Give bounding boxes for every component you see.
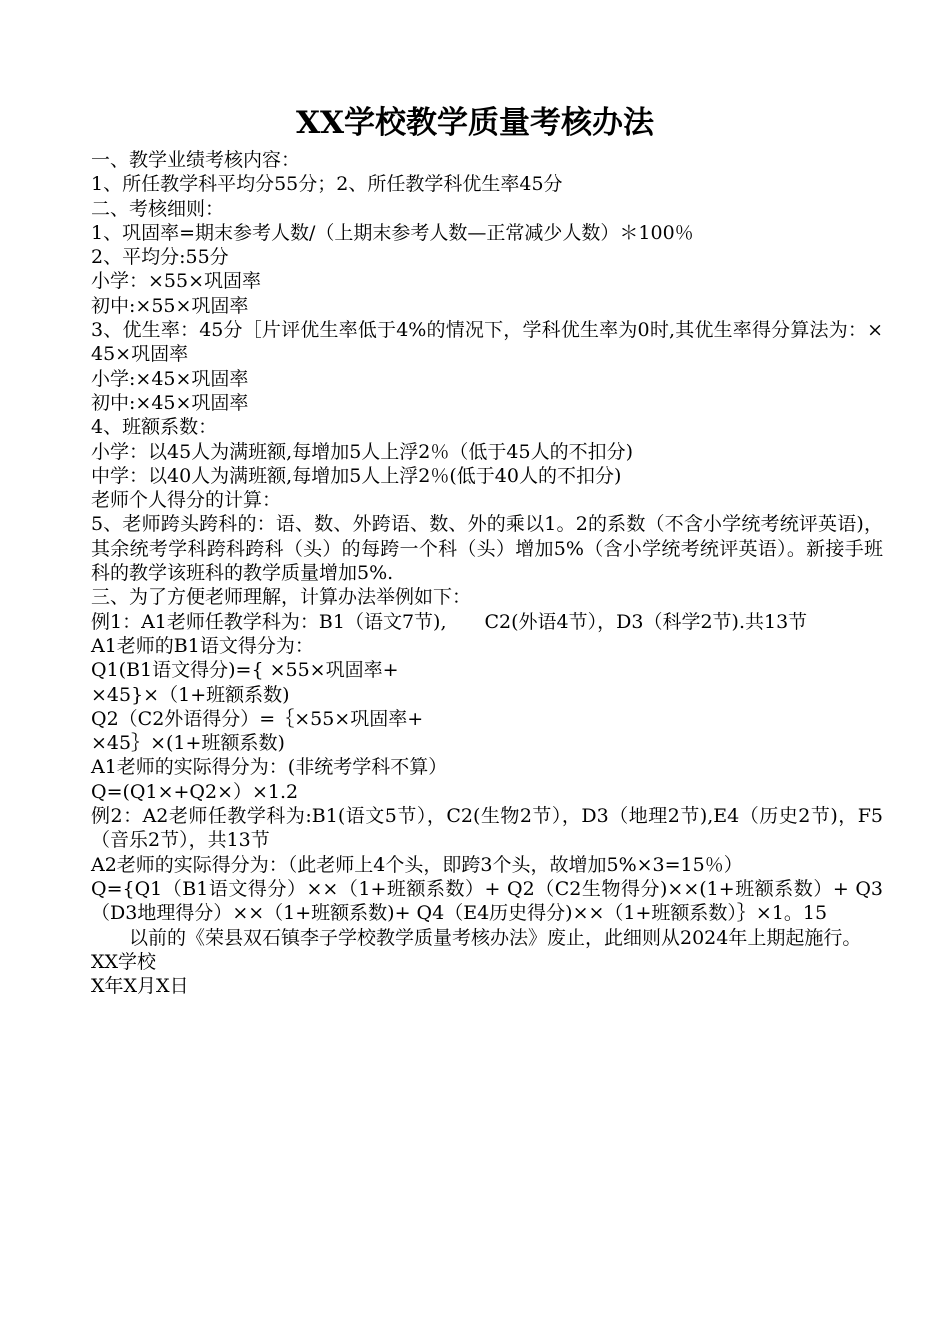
body-line: A1老师的实际得分为：(非统考学科不算） bbox=[91, 756, 448, 779]
body-line: 1、所任教学科平均分55分；2、所任教学科优生率45分 bbox=[91, 173, 563, 196]
section-heading-2: 二、考核细则： bbox=[91, 197, 225, 220]
body-line: A1老师的B1语文得分为： bbox=[91, 634, 314, 657]
section-heading-1: 一、教学业绩考核内容： bbox=[91, 149, 301, 171]
body-line: 初中:×55×巩固率 bbox=[91, 294, 249, 317]
formula-paragraph: Q={Q1（B1语文得分）××（1+班额系数）+ Q2（C2生物得分)××(1+班额系数）+ Q3（D3地理得分）××（1+班额系数)+ Q4（E4历史得分)××（1+班额系数）｝×1。15 bbox=[91, 877, 883, 925]
section-heading-3: 三、为了方便老师理解，计算办法举例如下： bbox=[91, 586, 472, 609]
signature-date: X年X月X日 bbox=[91, 975, 189, 998]
body-line: A2老师的实际得分为：（此老师上4个头，即跨3个头，故增加5%×3=15％） bbox=[91, 853, 743, 876]
body-line: 中学：以40人为满班额,每增加5人上浮2％(低于40人的不扣分) bbox=[91, 464, 622, 487]
document-body bbox=[91, 148, 883, 998]
body-line: 初中:×45×巩固率 bbox=[91, 391, 249, 414]
formula-line: ×45｝×(1+班额系数) bbox=[91, 732, 285, 755]
example-paragraph: 例2：A2老师任教学科为:B1(语文5节），C2(生物2节），D3（地理2节),E4（历史2节)，F5（音乐2节），共13节 bbox=[91, 805, 883, 852]
body-paragraph: 3、优生率：45分［片评优生率低于4%的情况下，学科优生率为0时,其优生率得分算法为：×45×巩固率 bbox=[91, 319, 883, 366]
formula-line: ×45}×（1+班额系数) bbox=[91, 683, 290, 706]
formula-line: Q=(Q1×+Q2×）×1.2 bbox=[91, 780, 299, 803]
formula-line: Q2（C2外语得分）=｛×55×巩固率+ bbox=[91, 707, 424, 730]
body-paragraph: 5、老师跨头跨科的：语、数、外跨语、数、外的乘以1。2的系数（不含小学统考统评英语)，其余统考学科跨科跨科（头）的每跨一个科（头）增加5%（含小学统考统评英语）。新接手班科的教学该班科的教学质量增加5%. bbox=[91, 513, 883, 585]
closing-paragraph: 以前的《荣县双石镇李子学校教学质量考核办法》废止，此细则从2024年上期起施行。 bbox=[129, 926, 862, 949]
body-line: 4、班额系数： bbox=[91, 416, 218, 439]
body-line: 2、平均分:55分 bbox=[91, 246, 229, 269]
body-line: 小学：×55×巩固率 bbox=[91, 270, 262, 293]
formula-line: Q1(B1语文得分)={ ×55×巩固率+ bbox=[91, 659, 399, 682]
signature-school: XX学校 bbox=[91, 950, 157, 973]
document-title: XX学校教学质量考核办法 bbox=[295, 105, 655, 141]
body-line: 小学：以45人为满班额,每增加5人上浮2％（低于45人的不扣分) bbox=[91, 440, 633, 463]
example-paragraph: 例1：A1老师任教学科为：B1（语文7节), C2(外语4节），D3（科学2节).共13节 bbox=[91, 610, 808, 633]
body-line: 小学:×45×巩固率 bbox=[91, 367, 249, 390]
body-line: 老师个人得分的计算： bbox=[91, 489, 282, 512]
body-line: 1、巩固率=期末参考人数/（上期末参考人数—正常减少人数）＊100％ bbox=[91, 221, 694, 244]
